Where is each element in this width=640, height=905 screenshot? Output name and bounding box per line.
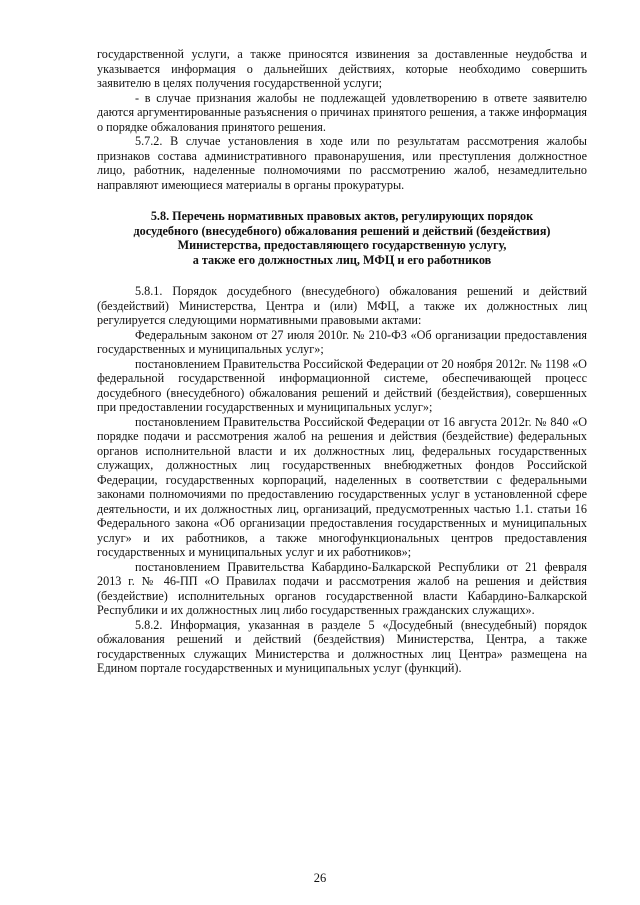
paragraph-5-8-2: 5.8.2. Информация, указанная в разделе 5 «Досудебный (внесудебный) порядок обжалования решений и действий (бездействия) Министерства, Центра, а также государственных служащих Министерства и должностных лиц Центра» размещена на Едином портале государственных и муниципальных услуг (функций). — [97, 617, 587, 675]
heading-line-1: 5.8. Перечень нормативных правовых актов, регулирующих порядок — [150, 209, 534, 223]
paragraph-decree-840: постановлением Правительства Российской Федерации от 16 августа 2012г. № 840 «О порядке подачи и рассмотрения жалоб на решения и действия (бездействие) федеральных органов исполнительной власти и их должностных лиц, федеральных государственных служащих, должностных лиц государственных внебюджетных фондов Российской Федерации, государственных корпораций, наделенных в соответствии с федеральными законами полномочиями по предоставлению государственных услуг в установленной сфере деятельности, и их должностных лиц, организаций, предусмотренных частью 1.1. статьи 16 Федерального закона «Об организации предоставления государственных и муниципальных услуг» и их работников, а также многофункциональных центров предоставления государственных и муниципальных услуг и их работников»; — [97, 414, 587, 559]
paragraph-complaint-satisfied-tail: государственной услуги, а также приносятся извинения за доставленные неудобства и указывается информация о дальнейших действиях, которые необходимо совершить заявителю в целях получения государственной услуги; — [97, 47, 587, 90]
paragraph-federal-law-210: Федеральным законом от 27 июля 2010г. № 210-ФЗ «Об организации предоставления государственных и муниципальных услуг»; — [97, 327, 587, 356]
paragraph-decree-1198: постановлением Правительства Российской Федерации от 20 ноября 2012г. № 1198 «О федеральной государственной информационной системе, обеспечивающей процесс досудебного (внесудебного) обжалования решений и действий (бездействия), совершенных при предоставлении государственных и муниципальных услуг»; — [97, 356, 587, 414]
document-body — [97, 47, 587, 676]
paragraph-5-8-1: 5.8.1. Порядок досудебного (внесудебного) обжалования решений и действий (бездействий) Министерства, Центра и (или) МФЦ, а также их должностных лиц регулируется следующими нормативными правовыми актами: — [97, 284, 587, 327]
section-heading-5-8 — [97, 209, 587, 267]
page-number: 26 — [313, 871, 327, 885]
paragraph-5-7-2: 5.7.2. В случае установления в ходе или по результатам рассмотрения жалобы признаков состава административного правонарушения, или преступления должностное лицо, работник, наделенные полномочиями по рассмотрению жалоб, незамедлительно направляют имеющиеся материалы в органы прокуратуры. — [97, 134, 587, 192]
paragraph-decree-46-pp: постановлением Правительства Кабардино-Балкарской Республики от 21 февраля 2013 г. № 46-ПП «О Правилах подачи и рассмотрения жалоб на решения и действия (бездействие) исполнительных органов государственной власти Кабардино-Балкарской Республики и их должностных лиц либо государственных гражданских служащих». — [97, 559, 587, 617]
heading-line-2: досудебного (внесудебного) обжалования решений и действий (бездействия) — [133, 223, 551, 238]
heading-line-3: Министерства, предоставляющего государственную услугу, — [177, 238, 507, 252]
heading-line-4: а также его должностных лиц, МФЦ и его работников — [192, 252, 492, 267]
paragraph-complaint-rejected: - в случае признания жалобы не подлежащей удовлетворению в ответе заявителю даются аргументированные разъяснения о причинах принятого решения, а также информация о порядке обжалования принятого решения. — [97, 90, 587, 134]
